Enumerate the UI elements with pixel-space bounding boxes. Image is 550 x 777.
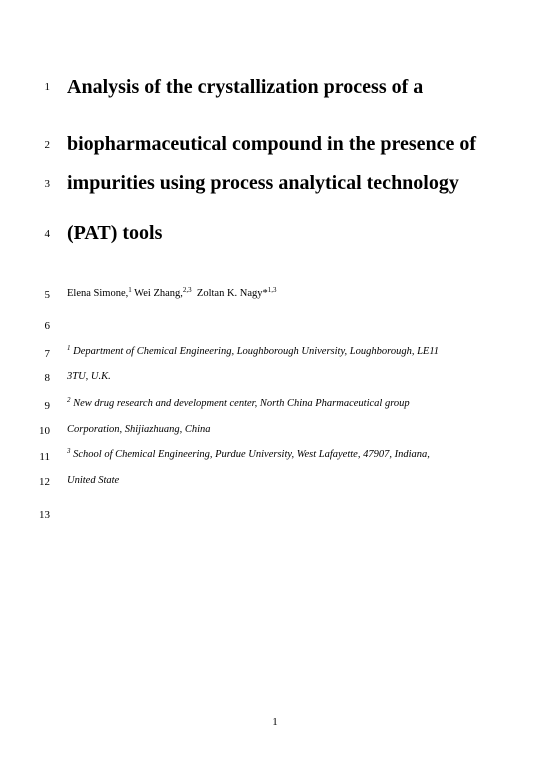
title-line: (PAT) tools xyxy=(67,222,163,244)
affiliation-2-cont: Corporation, Shijiazhuang, China xyxy=(67,424,211,435)
affiliation-text: New drug research and development center, North China Pharmaceutical group xyxy=(70,398,410,409)
line-number: 4 xyxy=(44,228,50,240)
line-number: 1 xyxy=(44,81,50,93)
affiliation-1-cont: 3TU, U.K. xyxy=(67,371,111,382)
line-number: 9 xyxy=(44,400,50,412)
author-name: Wei Zhang, xyxy=(131,288,183,299)
author-name: Zoltan K. Nagy* xyxy=(191,288,268,299)
line-number: 13 xyxy=(39,509,50,521)
affiliation-1 xyxy=(67,346,439,357)
author-affiliation-sup: 2,3 xyxy=(182,286,192,294)
line-number: 5 xyxy=(44,289,50,301)
author-affiliation-sup: 1,3 xyxy=(267,286,277,294)
affiliation-sup: 2 xyxy=(67,396,71,404)
line-number: 10 xyxy=(39,425,50,437)
author-list xyxy=(67,288,277,299)
author-name: Elena Simone, xyxy=(67,288,129,299)
title-line: Analysis of the crystallization process of a xyxy=(67,76,424,98)
line-number: 6 xyxy=(44,320,50,332)
affiliation-sup: 1 xyxy=(67,344,71,352)
line-number: 2 xyxy=(44,139,50,151)
line-number: 12 xyxy=(39,476,50,488)
page-number: 1 xyxy=(272,716,278,728)
affiliation-3-cont: United State xyxy=(67,475,120,486)
line-number: 7 xyxy=(44,348,50,360)
affiliation-3 xyxy=(67,449,430,460)
line-number: 3 xyxy=(44,178,50,190)
author-affiliation-sup: 1 xyxy=(128,286,132,294)
line-number: 8 xyxy=(44,372,50,384)
title-line: impurities using process analytical technology xyxy=(67,172,459,194)
affiliation-text: School of Chemical Engineering, Purdue University, West Lafayette, 47907, Indiana, xyxy=(70,449,430,460)
affiliation-sup: 3 xyxy=(67,447,71,455)
affiliation-text: Department of Chemical Engineering, Loughborough University, Loughborough, LE11 xyxy=(70,346,440,357)
title-line: biopharmaceutical compound in the presence of xyxy=(67,133,477,155)
line-number: 11 xyxy=(39,451,50,463)
affiliation-2 xyxy=(67,398,410,409)
